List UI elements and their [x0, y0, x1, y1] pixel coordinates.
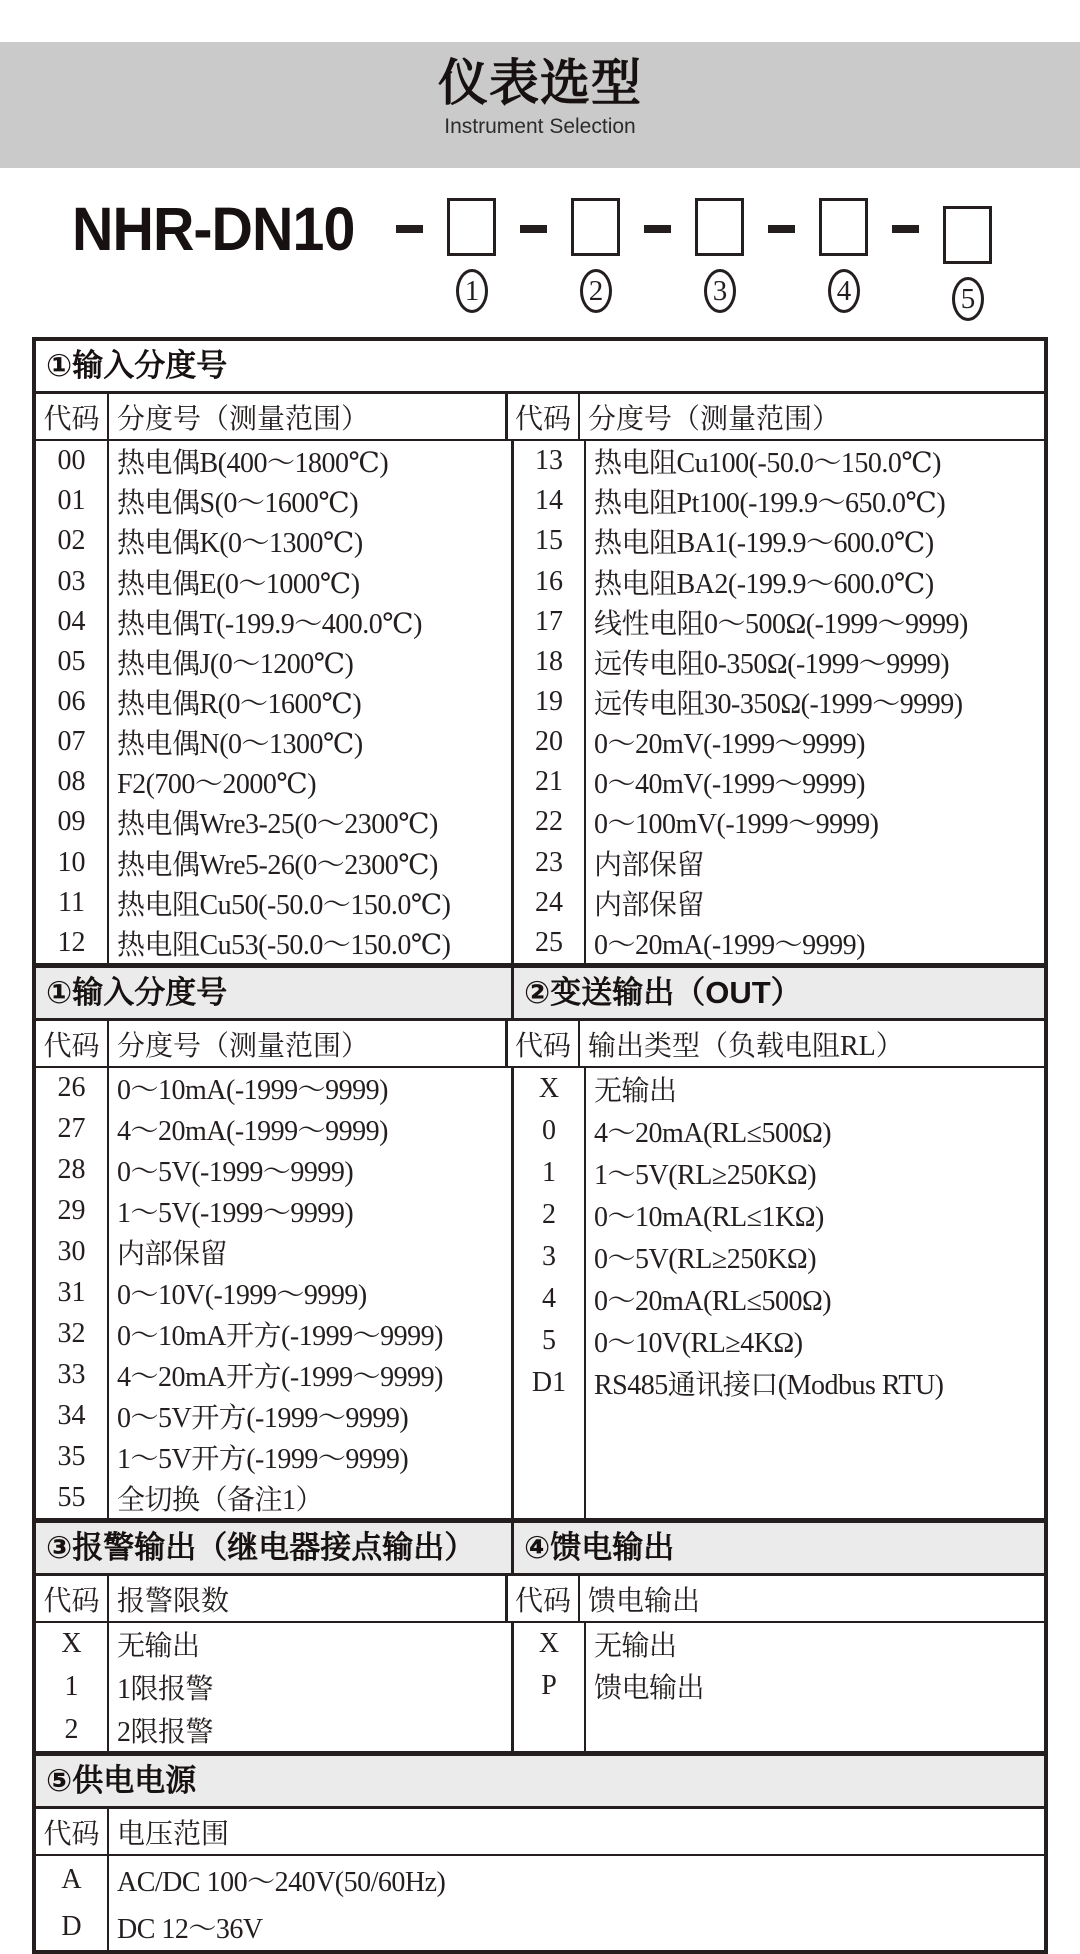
rows-left: [36, 1068, 511, 1518]
code-cell: 25: [514, 923, 586, 963]
dash-separator: [644, 225, 671, 233]
code-cell: 29: [36, 1191, 109, 1232]
table-row: [514, 1665, 1044, 1707]
table-row: [514, 1152, 1044, 1194]
code-cell: 2: [36, 1708, 109, 1751]
description-cell: 2限报警: [117, 1716, 214, 1748]
description-cell: 热电偶E(0～1000℃): [117, 568, 360, 600]
description-cell: 0～5V开方(-1999～9999): [117, 1402, 409, 1434]
column-header-code: 代码: [36, 394, 109, 439]
description-cell: 内部保留: [117, 1239, 228, 1271]
code-cell: 3: [514, 1236, 586, 1278]
description-cell: 热电偶K(0～1300℃): [117, 528, 363, 560]
table-row: [36, 1150, 511, 1191]
table-row: [36, 682, 511, 722]
column-header-range: 分度号（测量范围）: [588, 403, 841, 435]
code-cell: 17: [514, 602, 586, 642]
description-cell: DC 12～36V: [117, 1913, 263, 1945]
description-cell: 热电偶R(0～1600℃): [117, 689, 362, 721]
code-cell: 19: [514, 682, 586, 722]
table-row: [36, 722, 511, 762]
table-row: [36, 1109, 511, 1150]
column-header-row: [36, 1809, 1044, 1856]
description-cell: 热电偶Wre5-26(0～2300℃): [117, 849, 438, 881]
code-cell: 26: [36, 1068, 109, 1109]
code-cell: D: [36, 1903, 109, 1950]
description-cell: 无输出: [594, 1631, 677, 1662]
description-cell: 0～10V(RL≥4KΩ): [594, 1328, 803, 1359]
model-slot-4: [819, 198, 868, 313]
option-box-5: [943, 206, 992, 264]
description-cell: 内部保留: [594, 889, 705, 921]
description-cell: 热电阻BA1(-199.9～600.0℃): [594, 528, 934, 560]
description-cell: 0～10mA开方(-1999～9999): [117, 1320, 443, 1352]
rows-left: [36, 1623, 511, 1751]
section-header: [36, 1756, 1044, 1809]
position-marker-1: 1: [456, 269, 488, 313]
dash-separator: [396, 225, 423, 233]
rows-right: [511, 1623, 1044, 1751]
code-cell: 06: [36, 682, 109, 722]
description-cell: 1～5V(RL≥250KΩ): [594, 1160, 817, 1191]
table-row: [36, 1708, 511, 1751]
column-header-row: [36, 394, 1044, 441]
code-cell: 55: [36, 1477, 109, 1518]
code-cell: 04: [36, 602, 109, 642]
code-cell: X: [514, 1068, 586, 1110]
table-row: [514, 1194, 1044, 1236]
model-code-line: [72, 195, 1080, 321]
description-cell: 0～10mA(RL≤1KΩ): [594, 1202, 824, 1233]
table-row: [36, 1623, 511, 1666]
code-cell: 18: [514, 642, 586, 682]
table-row: [36, 1436, 511, 1477]
section-rows: [36, 1856, 1044, 1950]
description-cell: 全切换（备注1）: [117, 1484, 324, 1516]
column-header-code: 代码: [36, 1021, 109, 1066]
column-header-code: 代码: [36, 1576, 109, 1621]
table-row: [36, 602, 511, 642]
section-header-label: ①输入分度号: [46, 348, 228, 383]
description-cell: 0～5V(RL≥250KΩ): [594, 1244, 817, 1275]
description-cell: F2(700～2000℃): [117, 769, 317, 801]
description-cell: 0～20mV(-1999～9999): [594, 729, 865, 761]
table-row: [36, 1903, 1044, 1950]
column-header-feed-output: 馈电输出: [588, 1585, 701, 1617]
description-cell: 远传电阻30-350Ω(-1999～9999): [594, 689, 963, 721]
section-input-and-retransmission: [36, 968, 1044, 1523]
column-header-code: 代码: [508, 394, 580, 439]
option-box-4: [819, 198, 868, 256]
code-cell: 14: [514, 481, 586, 521]
description-cell: 0～10mA(-1999～9999): [117, 1075, 388, 1107]
code-cell: 0: [514, 1110, 586, 1152]
table-row: [514, 1068, 1044, 1110]
table-row: [514, 1110, 1044, 1152]
table-row: [36, 481, 511, 521]
table-row: [514, 1236, 1044, 1278]
code-cell: 34: [36, 1395, 109, 1436]
code-cell: 5: [514, 1320, 586, 1362]
table-row: [36, 923, 511, 963]
description-cell: 0～20mA(RL≤500Ω): [594, 1286, 832, 1317]
description-cell: 0～40mV(-1999～9999): [594, 769, 865, 801]
table-row: [36, 1313, 511, 1354]
description-cell: 1限报警: [117, 1674, 214, 1705]
description-cell: AC/DC 100～240V(50/60Hz): [117, 1866, 446, 1898]
table-row: [514, 441, 1044, 481]
table-row: [514, 1278, 1044, 1320]
dash-separator: [768, 225, 795, 233]
code-cell: X: [36, 1623, 109, 1666]
section-header-label: ①输入分度号: [46, 975, 228, 1010]
code-cell: 20: [514, 722, 586, 762]
description-cell: 0～20mA(-1999～9999): [594, 929, 865, 961]
description-cell-empty: [586, 1404, 1044, 1518]
code-cell: 23: [514, 843, 586, 883]
table-row: [514, 682, 1044, 722]
rows-right: [511, 1068, 1044, 1518]
column-header-row: [36, 1021, 1044, 1068]
description-cell: 无输出: [594, 1076, 677, 1107]
table-row: [36, 1395, 511, 1436]
code-cell: 28: [36, 1150, 109, 1191]
section-rows: [36, 1623, 1044, 1751]
table-row: [36, 441, 511, 481]
position-marker-4: 4: [828, 269, 860, 313]
description-cell-empty: [586, 1707, 1044, 1751]
model-slot-5: [943, 206, 992, 321]
code-cell: 00: [36, 441, 109, 481]
code-cell-empty: [514, 1707, 586, 1751]
table-row: [36, 1666, 511, 1709]
page-title: 仪表选型: [438, 55, 642, 111]
code-cell: 1: [36, 1666, 109, 1709]
code-cell: 2: [514, 1194, 586, 1236]
rows-full: [36, 1856, 1044, 1950]
column-header-range: 分度号（测量范围）: [109, 1021, 508, 1066]
column-header-code: 代码: [508, 1021, 580, 1066]
table-row: [36, 1068, 511, 1109]
section-header-label: ③报警输出（继电器接点输出）: [46, 1530, 476, 1565]
position-marker-5: 5: [952, 277, 984, 321]
column-header-alarm-limit: 报警限数: [109, 1576, 508, 1621]
code-cell: D1: [514, 1362, 586, 1404]
option-box-3: [695, 198, 744, 256]
table-row: [36, 1354, 511, 1395]
code-cell: 31: [36, 1273, 109, 1314]
table-row: [36, 883, 511, 923]
description-cell: 热电偶T(-199.9～400.0℃): [117, 608, 422, 640]
code-cell: 21: [514, 762, 586, 802]
code-cell: 11: [36, 883, 109, 923]
description-cell: RS485通讯接口(Modbus RTU): [594, 1370, 944, 1401]
table-row: [36, 521, 511, 561]
section-header-label: ⑤供电电源: [46, 1763, 197, 1798]
section-alarm-and-feed: [36, 1523, 1044, 1756]
table-row: [36, 1856, 1044, 1903]
code-cell: 08: [36, 762, 109, 802]
table-row: [36, 642, 511, 682]
title-band: [0, 42, 1080, 168]
description-cell: 1～5V开方(-1999～9999): [117, 1443, 409, 1475]
description-cell: 热电阻Cu100(-50.0～150.0℃): [594, 448, 941, 480]
code-cell: 32: [36, 1313, 109, 1354]
table-row: [514, 883, 1044, 923]
description-cell: 0～100mV(-1999～9999): [594, 809, 879, 841]
table-row: [514, 642, 1044, 682]
description-cell: 热电偶J(0～1200℃): [117, 648, 354, 680]
table-row: [514, 1623, 1044, 1665]
section-header: [36, 341, 1044, 394]
code-cell: 22: [514, 802, 586, 842]
table-row: [36, 1273, 511, 1314]
model-slot-1: [447, 198, 496, 313]
selection-table: [32, 337, 1048, 1954]
code-cell-empty: [514, 1404, 586, 1518]
table-row: [36, 561, 511, 601]
section-input-graduation: [36, 341, 1044, 968]
option-box-2: [571, 198, 620, 256]
description-cell: 热电偶B(400～1800℃): [117, 448, 389, 480]
code-cell: 03: [36, 561, 109, 601]
table-row: [36, 1191, 511, 1232]
description-cell: 热电偶S(0～1600℃): [117, 488, 359, 520]
description-cell: 4～20mA开方(-1999～9999): [117, 1361, 443, 1393]
table-row: [36, 762, 511, 802]
description-cell: 远传电阻0-350Ω(-1999～9999): [594, 648, 950, 680]
description-cell: 热电偶N(0～1300℃): [117, 729, 363, 761]
description-cell: 0～5V(-1999～9999): [117, 1157, 354, 1189]
table-row: [514, 923, 1044, 963]
rows-right: [511, 441, 1044, 963]
code-cell: 30: [36, 1232, 109, 1273]
column-header-range: 分度号（测量范围）: [109, 394, 508, 439]
section-header-label: ②变送输出（OUT）: [511, 968, 1044, 1018]
section-rows: [36, 441, 1044, 963]
description-cell: 热电阻BA2(-199.9～600.0℃): [594, 568, 934, 600]
description-cell: 0～10V(-1999～9999): [117, 1279, 367, 1311]
dash-separator: [520, 225, 547, 233]
code-cell: 33: [36, 1354, 109, 1395]
position-marker-3: 3: [704, 269, 736, 313]
description-cell: 热电偶Wre3-25(0～2300℃): [117, 809, 438, 841]
column-header-code: 代码: [508, 1576, 580, 1621]
code-cell: 16: [514, 561, 586, 601]
section-rows: [36, 1068, 1044, 1518]
code-cell: 24: [514, 883, 586, 923]
description-cell: 线性电阻0～500Ω(-1999～9999): [594, 608, 968, 640]
table-row: [514, 561, 1044, 601]
code-cell: 07: [36, 722, 109, 762]
table-row: [36, 1477, 511, 1518]
table-row: [514, 521, 1044, 561]
model-prefix: NHR-DN10: [72, 195, 355, 263]
description-cell: 4～20mA(RL≤500Ω): [594, 1118, 832, 1149]
model-slot-3: [695, 198, 744, 313]
description-cell: 热电阻Cu50(-50.0～150.0℃): [117, 889, 451, 921]
table-row: [36, 1232, 511, 1273]
empty-filler-row: [514, 1404, 1044, 1518]
code-cell: 12: [36, 923, 109, 963]
code-cell: 13: [514, 441, 586, 481]
column-header-row: [36, 1576, 1044, 1623]
code-cell: 27: [36, 1109, 109, 1150]
code-cell: 02: [36, 521, 109, 561]
table-row: [514, 1320, 1044, 1362]
column-header-voltage-range: 电压范围: [117, 1818, 230, 1850]
code-cell: P: [514, 1665, 586, 1707]
table-row: [514, 802, 1044, 842]
section-header: [36, 1523, 1044, 1576]
code-cell: 10: [36, 843, 109, 883]
table-row: [514, 722, 1044, 762]
table-row: [36, 843, 511, 883]
section-header-label: ④馈电输出: [511, 1523, 1044, 1573]
model-slot-2: [571, 198, 620, 313]
code-cell: 01: [36, 481, 109, 521]
description-cell: 4～20mA(-1999～9999): [117, 1116, 388, 1148]
code-cell: 1: [514, 1152, 586, 1194]
description-cell: 热电阻Pt100(-199.9～650.0℃): [594, 488, 946, 520]
description-cell: 1～5V(-1999～9999): [117, 1198, 354, 1230]
column-header-code: 代码: [36, 1809, 109, 1854]
code-cell: 05: [36, 642, 109, 682]
code-cell: 09: [36, 802, 109, 842]
description-cell: 无输出: [117, 1631, 200, 1663]
code-cell: 15: [514, 521, 586, 561]
description-cell: 馈电输出: [594, 1673, 705, 1704]
option-box-1: [447, 198, 496, 256]
section-power-supply: [36, 1756, 1044, 1950]
empty-filler-row: [514, 1707, 1044, 1751]
table-row: [514, 481, 1044, 521]
table-row: [514, 602, 1044, 642]
table-row: [514, 762, 1044, 802]
column-header-output-type: 输出类型（负载电阻RL）: [588, 1030, 904, 1062]
position-marker-2: 2: [580, 269, 612, 313]
page-subtitle: Instrument Selection: [444, 115, 636, 138]
code-cell: 4: [514, 1278, 586, 1320]
rows-left: [36, 441, 511, 963]
description-cell: 内部保留: [594, 849, 705, 881]
section-header: [36, 968, 1044, 1021]
table-row: [514, 1362, 1044, 1404]
code-cell: A: [36, 1856, 109, 1903]
dash-separator: [892, 225, 919, 233]
code-cell: X: [514, 1623, 586, 1665]
table-row: [514, 843, 1044, 883]
code-cell: 35: [36, 1436, 109, 1477]
table-row: [36, 802, 511, 842]
description-cell: 热电阻Cu53(-50.0～150.0℃): [117, 929, 451, 961]
